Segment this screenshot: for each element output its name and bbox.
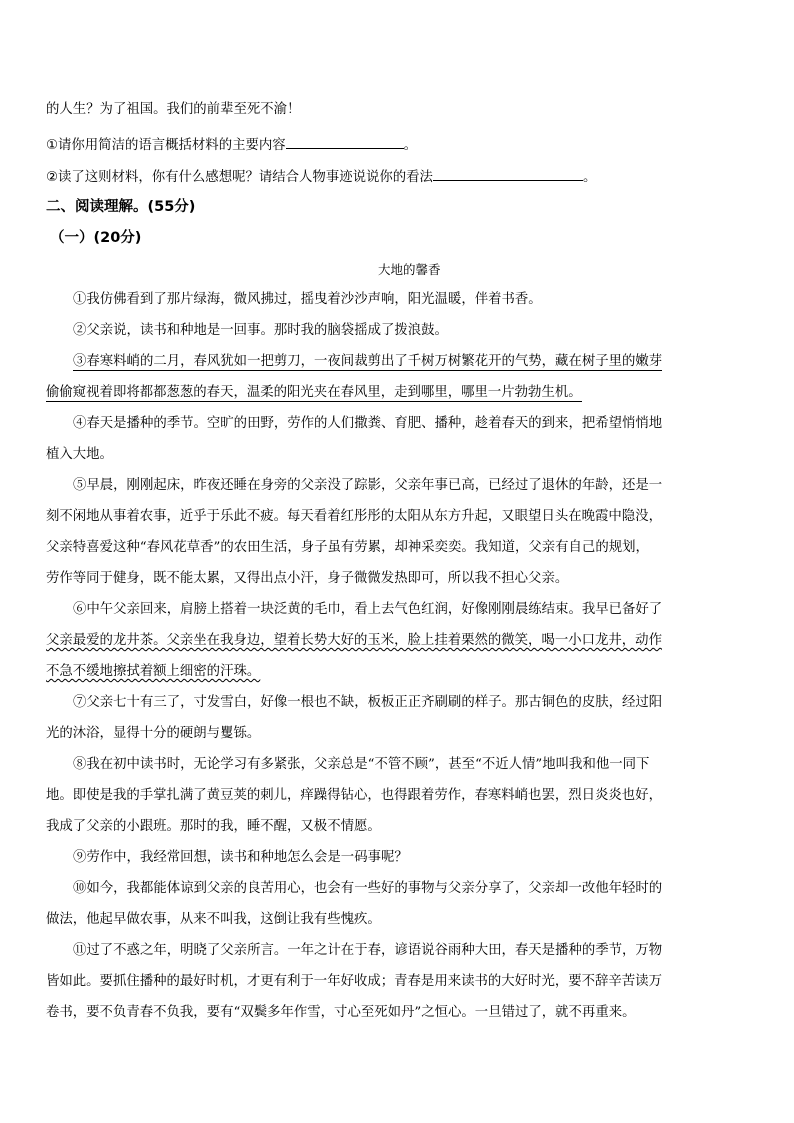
article-line: 我成了父亲的小跟班。那时的我，睡不醒，又极不情愿。	[46, 819, 381, 834]
article-line: ⑩如今，我都能体谅到父亲的良苦用心，也会有一些好的事物与父亲分享了，父亲却一改他年轻时的	[73, 881, 663, 896]
article-line	[73, 353, 662, 371]
article-line: 父亲特喜爱这种“春风花草香”的农田生活，身子虽有劳累，却神采奕奕。我知道，父亲有自己的规划，	[46, 540, 649, 555]
answer-blank-2[interactable]	[433, 166, 583, 181]
question-2-end: 。	[582, 170, 597, 185]
question-1	[46, 134, 417, 155]
article-line: 皆如此。要抓住播种的最好时机，才更有利于一年好收成；青春是用来读书的大好时光，要不辞辛苦读万	[46, 974, 662, 989]
intro-line: 的人生？为了祖国。我们的前辈至死不渝！	[46, 102, 301, 117]
article-line: 卷书，要不负青春不负我，要有“双鬓多年作雪，寸心至死如丹”之恒心。一旦错过了，就不再重来。	[46, 1005, 636, 1020]
wavy-underlined-sentence: 父亲最爱的龙井茶。父亲坐在我身边，望着长势大好的玉米，脸上挂着栗然的微笑，喝一小口龙井，动作	[46, 633, 662, 648]
article-line: ⑤早晨，刚刚起床，昨夜还睡在身旁的父亲没了踪影，父亲年事已高，已经过了退休的年龄，还是一	[73, 478, 663, 493]
article-line: ⑨劳作中，我经常回想，读书和种地怎么会是一码事呢？	[73, 850, 408, 865]
wavy-underlined-sentence: 不急不缓地擦拭着额上细密的汗珠。	[46, 664, 261, 679]
question-2	[46, 166, 596, 187]
article-line: 刻不闲地从事着农事，近乎于乐此不疲。每天看着红彤彤的太阳从东方升起，又眼望日头在晚霞中隐没，	[46, 509, 662, 524]
section-heading: 二、阅读理解。(55分)	[46, 199, 196, 215]
article-line	[46, 663, 260, 681]
question-2-text: ②读了这则材料，你有什么感想呢？请结合人物事迹说说你的看法	[46, 170, 433, 185]
article-line	[46, 384, 582, 402]
article-line: 劳作等同于健身，既不能太累，又得出点小汗，身子微微发热即可，所以我不担心父亲。	[46, 571, 569, 586]
article-line: ⑦父亲七十有三了，寸发雪白，好像一根也不缺，板板正正齐刷刷的样子。那古铜色的皮肤，经过阳	[73, 695, 663, 710]
article-line	[46, 632, 662, 650]
article-line: 做法，他起早做农事，从来不叫我，这倒让我有些愧疚。	[46, 912, 381, 927]
underlined-sentence: 偷偷窥视着即将都都葱葱的春天，温柔的阳光夹在春风里，走到哪里，哪里一片勃勃生机。	[46, 385, 582, 400]
sub-section-heading: （一）(20分)	[50, 230, 142, 246]
article-title: 大地的馨香	[378, 262, 441, 277]
question-1-end: 。	[403, 138, 418, 153]
article-line: ④春天是播种的季节。空旷的田野，劳作的人们撒粪、育肥、播种，趁着春天的到来，把希望悄悄地	[73, 416, 663, 431]
article-line: ①我仿佛看到了那片绿海，微风拂过，摇曳着沙沙声响，阳光温暖，伴着书香。	[73, 292, 542, 307]
article-line: ⑧我在初中读书时，无论学习有多紧张，父亲总是“不管不顾”，甚至“不近人情”地叫我和他一同下	[73, 757, 650, 772]
answer-blank-1[interactable]	[286, 134, 404, 149]
article-line: 植入大地。	[46, 447, 113, 462]
article-line: ②父亲说，读书和种地是一回事。那时我的脑袋摇成了拨浪鼓。	[73, 323, 448, 338]
underlined-sentence: ③春寒料峭的二月，春风犹如一把剪刀，一夜间裁剪出了千树万树繁花开的气势，藏在树子里的嫩芽	[73, 354, 663, 369]
article-line: ⑥中午父亲回来，肩膀上搭着一块泛黄的毛巾，看上去气色红润，好像刚刚晨练结束。我早已备好了	[73, 602, 663, 617]
article-line: ⑪过了不惑之年，明晓了父亲所言。一年之计在于春，谚语说谷雨种大田，春天是播种的季节，万物	[73, 943, 663, 958]
article-line: 地。即使是我的手掌扎满了黄豆荚的刺儿，痒躁得钻心，也得跟着劳作，春寒料峭也罢，烈日炎炎也好，	[46, 788, 662, 803]
article-line: 光的沐浴，显得十分的硬朗与矍铄。	[46, 726, 261, 741]
question-1-text: ①请你用简洁的语言概括材料的主要内容	[46, 138, 286, 153]
